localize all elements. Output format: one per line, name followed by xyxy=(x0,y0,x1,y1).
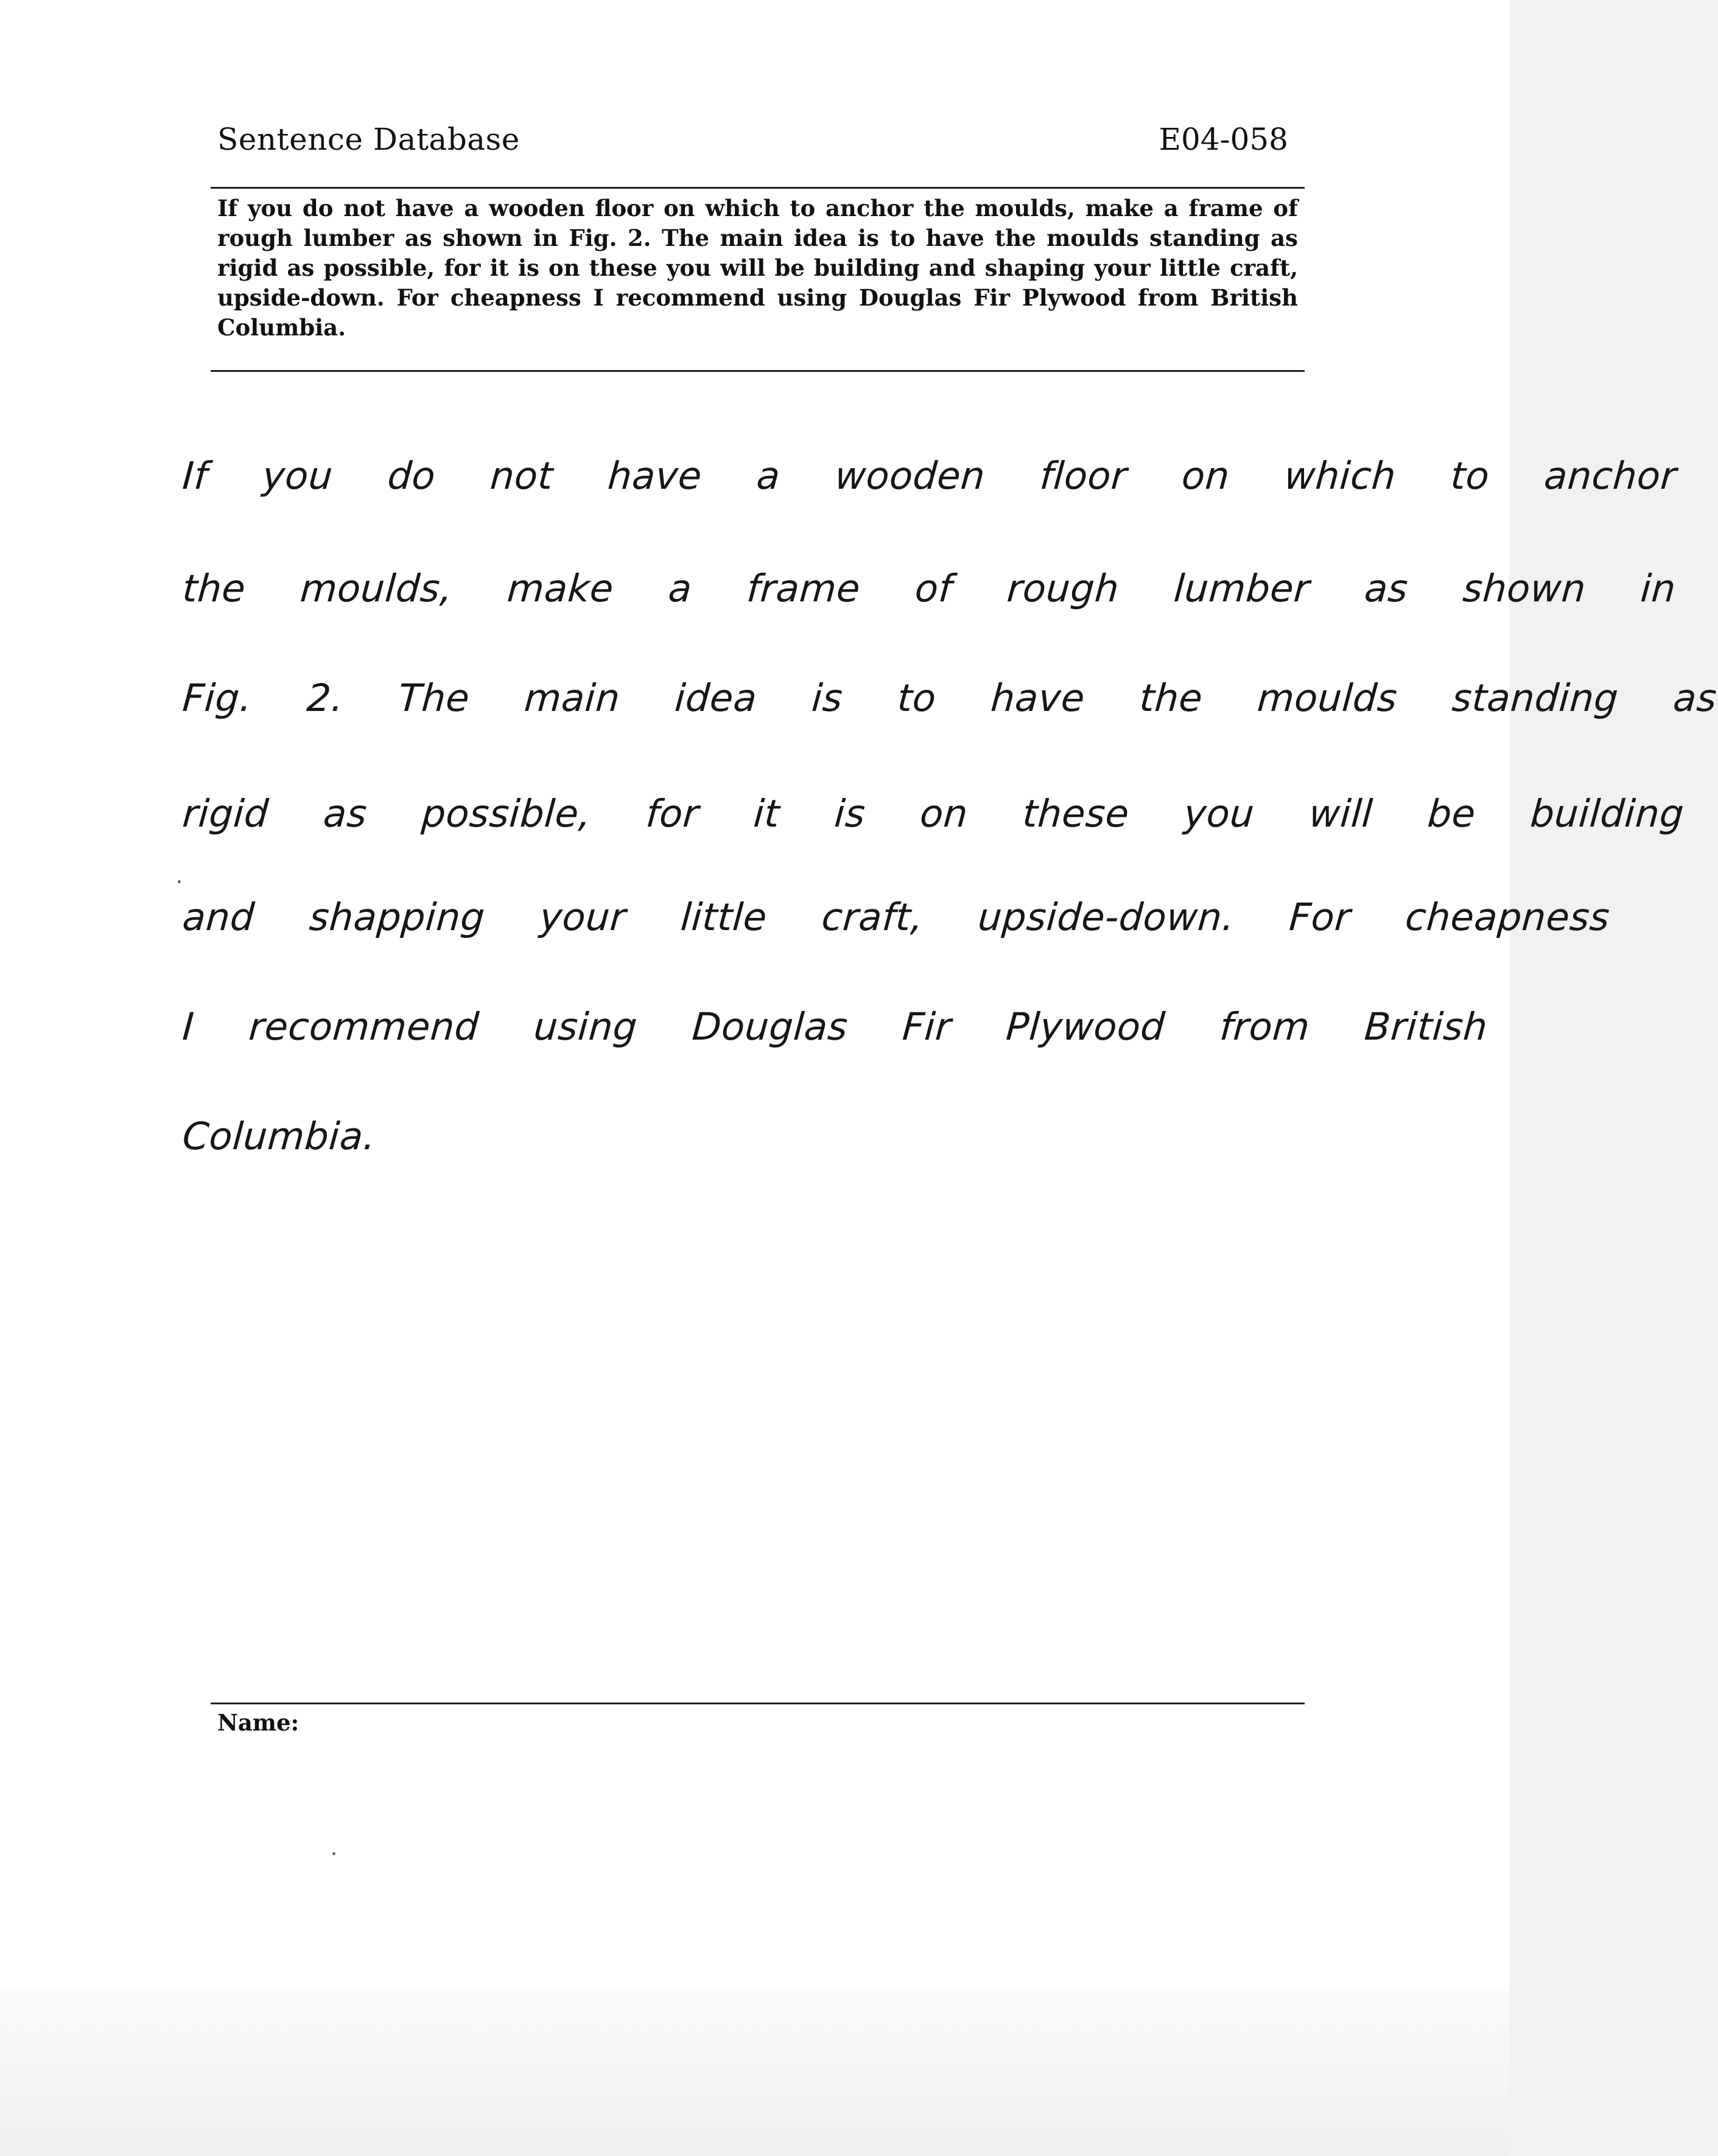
form-id: E04-058 xyxy=(1159,122,1288,157)
name-divider xyxy=(211,1703,1305,1704)
handwritten-line: rigid as possible, for it is on these you will be building xyxy=(181,791,1686,836)
handwritten-line: Columbia. xyxy=(181,1114,377,1158)
handwritten-line: I recommend using Douglas Fir Plywood from British xyxy=(181,1004,1490,1049)
scan-shadow xyxy=(0,1990,1509,2156)
handwritten-line: and shapping your little craft, upside-down. For cheapness xyxy=(181,895,1611,939)
scan-speck xyxy=(332,1852,335,1855)
page-title: Sentence Database xyxy=(217,122,520,157)
prompt-divider xyxy=(211,370,1305,372)
printed-prompt-text: If you do not have a wooden floor on which to anchor the moulds, make a frame of rough lumber as shown in Fig. 2. The main idea is to have the moulds standing as rigid as possible, for it is on these you will be building and shaping your little craft, upside-down. For cheapness I recommend using Douglas Fir Plywood from British Columbia. xyxy=(217,195,1298,341)
top-divider xyxy=(211,187,1305,189)
handwritten-line: the moulds, make a frame of rough lumber as shown in xyxy=(181,566,1678,611)
scan-speck xyxy=(178,880,181,883)
handwritten-line: Fig. 2. The main idea is to have the moulds standing as xyxy=(181,676,1718,720)
name-label: Name: xyxy=(217,1709,300,1736)
handwritten-line: If you do not have a wooden floor on which to anchor xyxy=(181,453,1678,498)
